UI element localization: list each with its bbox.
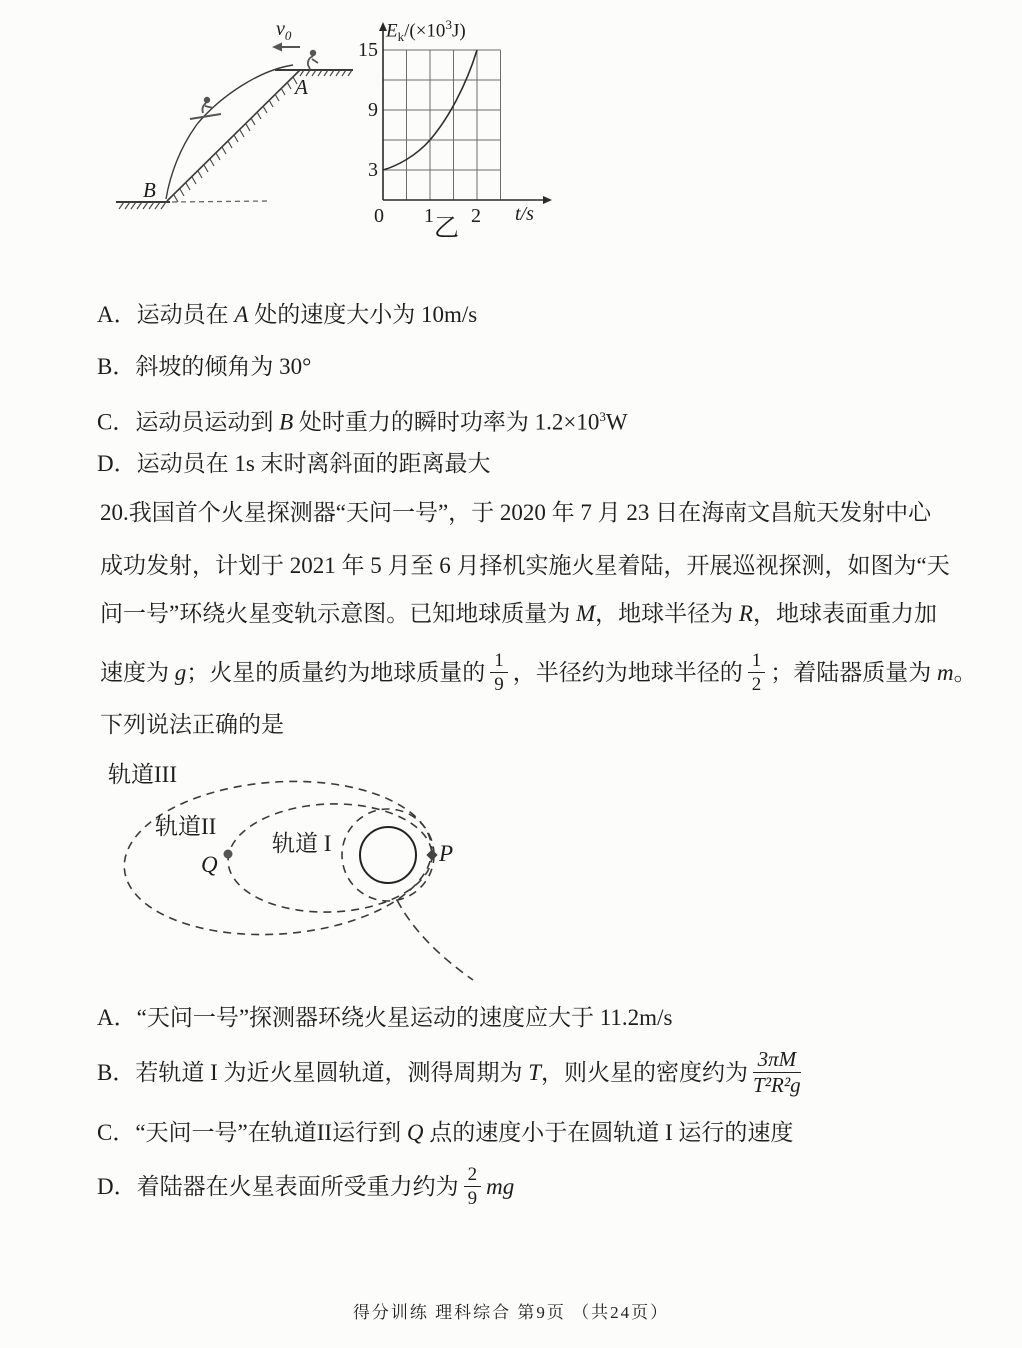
skier-mid-head xyxy=(204,97,210,103)
q20-l4-var-m: m xyxy=(937,660,954,685)
fraction-denominator: 9 xyxy=(467,1188,478,1210)
fraction-denominator: 2 xyxy=(751,674,762,696)
fraction-numerator: 3πM xyxy=(753,1048,801,1074)
q20-b-var-T: T xyxy=(528,1060,542,1085)
orbit-3-label: 轨道III xyxy=(108,762,177,787)
slope-hatching xyxy=(174,77,297,202)
fraction-numerator: 1 xyxy=(748,650,766,673)
q20-l4-text2: ；火星的质量约为地球质量的 xyxy=(186,660,486,685)
q20-stem-line2: 成功发射，计划于 2021 年 5 月至 6 月择机实施火星着陆，开展巡视探测，如图为“天 xyxy=(100,553,950,578)
xtick-1: 1 xyxy=(424,205,434,227)
q20-l4-text4: ；着陆器质量为 xyxy=(770,660,937,685)
q20-d-var-mg: mg xyxy=(486,1174,515,1199)
q20-c-var-Q: Q xyxy=(406,1120,424,1145)
y-axis-title xyxy=(386,13,466,49)
fraction-numerator: 2 xyxy=(464,1164,482,1187)
v0-symbol: v xyxy=(276,18,285,40)
q19-a-text2: 处的速度大小为 10m/s xyxy=(248,302,478,327)
q19-option-d xyxy=(97,449,491,479)
grid-horizontal-lines xyxy=(383,50,501,170)
v0-label xyxy=(276,16,291,49)
x-axis-title: t/s xyxy=(515,203,534,225)
q19-b-text: B．斜坡的倾角为 30° xyxy=(97,354,312,379)
q20-stem-line5: 下列说法正确的是 xyxy=(100,712,284,737)
q20-l3-text3: ，地球表面重力加 xyxy=(752,601,937,626)
skier-top-body xyxy=(308,56,318,69)
ytick-9: 9 xyxy=(368,99,378,121)
y-title-unit-open: /(×10 xyxy=(404,20,446,42)
q19-a-var: A xyxy=(234,302,249,327)
q20-option-c xyxy=(97,1118,793,1148)
grid-vertical-lines xyxy=(407,50,501,200)
horizontal-dashed-line xyxy=(172,201,268,202)
q20-l3-text2: ，地球半径为 xyxy=(595,601,739,626)
point-q-label: Q xyxy=(201,852,218,877)
q20-b-text: B．若轨道 I 为近火星圆轨道，测得周期为 xyxy=(97,1060,529,1085)
point-a-label: A xyxy=(295,75,308,99)
v0-subscript: 0 xyxy=(284,28,292,43)
point-p-label: P xyxy=(439,841,454,866)
ytick-3: 3 xyxy=(368,159,378,181)
q20-l3-var-R: R xyxy=(738,601,753,626)
point-p-marker xyxy=(426,849,437,860)
q20-l4-text3: ，半径约为地球半径的 xyxy=(512,660,743,685)
mars-circle xyxy=(360,827,416,883)
point-b-label: B xyxy=(143,178,156,202)
fraction-density xyxy=(753,1048,801,1098)
q19-option-b xyxy=(97,352,311,382)
bottom-ground-hatching xyxy=(119,202,166,209)
page-footer: 得分训练 理科综合 第9页 （共24页） xyxy=(352,1303,670,1322)
q19-c-var: B xyxy=(279,409,294,435)
q20-l4-var-g: g xyxy=(174,660,187,685)
slope-line xyxy=(167,70,300,201)
q20-b-text2: ，则火星的密度约为 xyxy=(541,1060,749,1085)
point-q-marker xyxy=(224,850,233,859)
q20-c-text: C．“天问一号”在轨道II运行到 xyxy=(97,1120,407,1145)
q19-c-text3: W xyxy=(605,409,628,435)
xtick-2: 2 xyxy=(471,205,481,227)
y-title-sub-k: k xyxy=(397,29,405,45)
q20-l3-text: 问一号”环绕火星变轨示意图。已知地球质量为 xyxy=(100,601,576,626)
orbit-1-label: 轨道 I xyxy=(272,831,332,856)
skier-top-head xyxy=(310,50,316,56)
fraction-denominator: T²R²g xyxy=(753,1073,801,1098)
xtick-0: 0 xyxy=(374,205,384,227)
q19-c-text: C．运动员运动到 xyxy=(97,409,280,435)
fraction-denominator: 9 xyxy=(494,674,504,696)
y-title-E: E xyxy=(386,20,398,42)
q19-a-text: A．运动员在 xyxy=(97,302,235,327)
figure-caption-yi: 乙 xyxy=(434,215,460,242)
skier-mid-body xyxy=(202,103,213,113)
fraction-numerator: 1 xyxy=(490,650,508,673)
ytick-15: 15 xyxy=(358,39,378,61)
q19-option-a xyxy=(97,300,477,330)
q20-c-text2: 点的速度小于在圆轨道 I 运行的速度 xyxy=(423,1120,794,1145)
q20-stem-line4 xyxy=(100,645,977,701)
q20-a-text: A．“天问一号”探测器环绕火星运动的速度应大于 11.2m/s xyxy=(97,1005,673,1030)
y-title-unit-close: J) xyxy=(451,20,466,42)
trajectory-curve xyxy=(166,65,293,199)
q20-stem-line1: 20.我国首个火星探测器“天问一号”，于 2020 年 7 月 23 日在海南文昌航天发射中心 xyxy=(100,500,932,525)
q20-l4-text: 速度为 xyxy=(100,660,175,685)
q20-l3-var-M: M xyxy=(575,601,596,626)
q20-l4-text5: 。 xyxy=(953,660,977,685)
y-title-exponent: 3 xyxy=(445,17,452,32)
fraction-one-ninth xyxy=(490,650,508,696)
q19-d-text: D．运动员在 1s 末时离斜面的距离最大 xyxy=(97,451,491,476)
q20-d-text: D．着陆器在火星表面所受重力约为 xyxy=(97,1174,459,1199)
approach-trajectory xyxy=(397,900,473,980)
q19-c-text2: 处时重力的瞬时功率为 1.2×10 xyxy=(293,409,600,435)
fraction-one-half xyxy=(748,650,766,696)
q20-option-a xyxy=(97,1003,672,1033)
orbit-2-label: 轨道II xyxy=(155,814,217,839)
q20-option-b xyxy=(97,1045,806,1101)
q19-c-superscript: 3 xyxy=(599,409,606,424)
q20-stem-line3 xyxy=(100,599,937,629)
fraction-two-ninths xyxy=(464,1164,482,1210)
q19-option-c xyxy=(97,402,628,438)
x-axis-arrow xyxy=(543,196,552,204)
q20-option-d xyxy=(97,1162,514,1212)
